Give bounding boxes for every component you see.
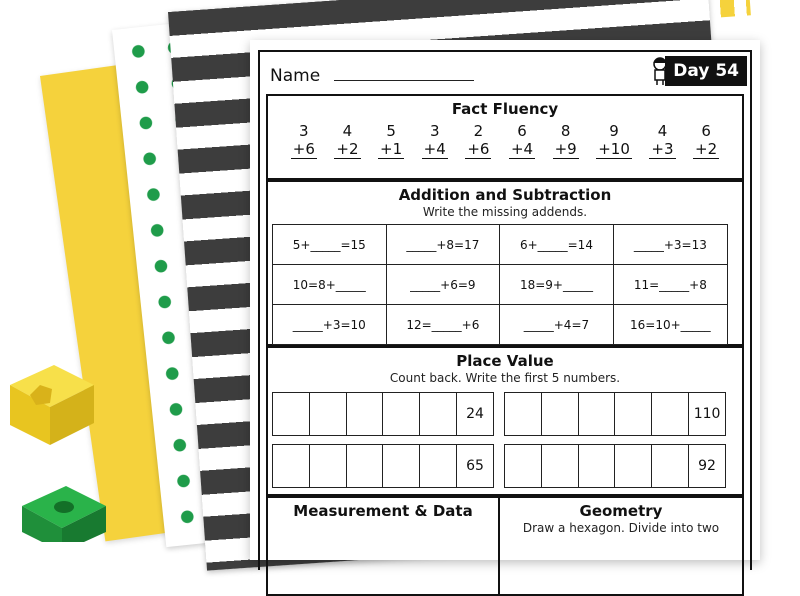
equation-cell[interactable]: _____+4=7 [500, 305, 614, 345]
answer-box[interactable] [273, 393, 310, 435]
answer-box[interactable] [347, 445, 384, 487]
answer-box[interactable] [383, 445, 420, 487]
name-line[interactable] [334, 68, 474, 81]
fact-problem: 3 +6 [292, 122, 315, 158]
table-row [273, 305, 728, 345]
start-number: 92 [698, 458, 716, 474]
answer-box[interactable] [505, 393, 542, 435]
day-badge: Day 54 [665, 56, 747, 86]
start-number: 65 [466, 458, 484, 474]
answer-box[interactable] [542, 393, 579, 435]
answer-box[interactable] [273, 445, 310, 487]
fact-problem: 4 +3 [651, 122, 674, 158]
geometry-title: Geometry [579, 502, 663, 520]
equation-cell[interactable]: _____+8=17 [386, 225, 500, 265]
addition-subtraction-instruction: Write the missing addends. [422, 205, 588, 219]
geometry-section [498, 496, 744, 596]
fact-problem: 6 +2 [695, 122, 718, 158]
equation-cell[interactable]: _____+6=9 [386, 265, 500, 305]
start-number: 24 [466, 406, 484, 422]
count-back-row [272, 392, 494, 436]
fact-problem: 2 +6 [467, 122, 490, 158]
place-value-title: Place Value [456, 352, 554, 370]
answer-box[interactable] [505, 445, 542, 487]
name-row [270, 66, 474, 86]
equation-cell[interactable]: 18=9+_____ [500, 265, 614, 305]
equation-cell[interactable]: 5+_____=15 [273, 225, 387, 265]
answer-box[interactable] [579, 445, 616, 487]
worksheet-page [250, 40, 760, 560]
place-value-instruction: Count back. Write the first 5 numbers. [389, 371, 621, 385]
equation-cell[interactable]: 6+_____=14 [500, 225, 614, 265]
worksheet-frame [258, 50, 752, 570]
start-number: 110 [693, 406, 721, 422]
fact-problem: 9 +10 [598, 122, 630, 158]
answer-box[interactable] [383, 393, 420, 435]
measurement-data-section [266, 496, 500, 596]
geometry-instruction: Draw a hexagon. Divide into two [522, 521, 720, 535]
count-back-row [504, 392, 726, 436]
answer-box[interactable] [579, 393, 616, 435]
green-cube-icon [14, 482, 114, 542]
answer-box[interactable] [615, 393, 652, 435]
fact-problem: 3 +4 [423, 122, 446, 158]
fact-problem: 4 +2 [336, 122, 359, 158]
table-row [273, 265, 728, 305]
table-row [273, 225, 728, 265]
equation-cell[interactable]: 16=10+_____ [613, 305, 727, 345]
yellow-cube-icon [2, 355, 102, 445]
answer-box[interactable] [420, 393, 457, 435]
answer-box[interactable] [652, 445, 689, 487]
answer-box[interactable] [652, 393, 689, 435]
answer-box[interactable] [420, 445, 457, 487]
place-value-section [266, 346, 744, 496]
fact-fluency-title: Fact Fluency [451, 100, 559, 118]
answer-box[interactable] [310, 445, 347, 487]
fact-problem: 6 +4 [510, 122, 534, 158]
answer-box[interactable] [615, 445, 652, 487]
equation-cell[interactable]: 12=_____+6 [386, 305, 500, 345]
fact-problem: 8 +9 [554, 122, 577, 158]
equation-cell[interactable]: _____+3=13 [613, 225, 727, 265]
count-back-row [272, 444, 494, 488]
answer-box[interactable] [347, 393, 384, 435]
equation-cell[interactable]: 10=8+_____ [273, 265, 387, 305]
equation-cell[interactable]: 11=_____+8 [613, 265, 727, 305]
name-label: Name [270, 66, 321, 86]
answer-box[interactable] [542, 445, 579, 487]
fact-fluency-section [266, 94, 744, 180]
addition-subtraction-section [266, 180, 744, 346]
fact-problem: 5 +1 [380, 122, 403, 158]
equation-cell[interactable]: _____+3=10 [273, 305, 387, 345]
answer-box[interactable] [310, 393, 347, 435]
addition-subtraction-title: Addition and Subtraction [398, 186, 612, 204]
fact-problems [268, 118, 742, 159]
missing-addends-table [272, 224, 728, 345]
measurement-data-title: Measurement & Data [293, 502, 473, 520]
count-back-row [504, 444, 726, 488]
